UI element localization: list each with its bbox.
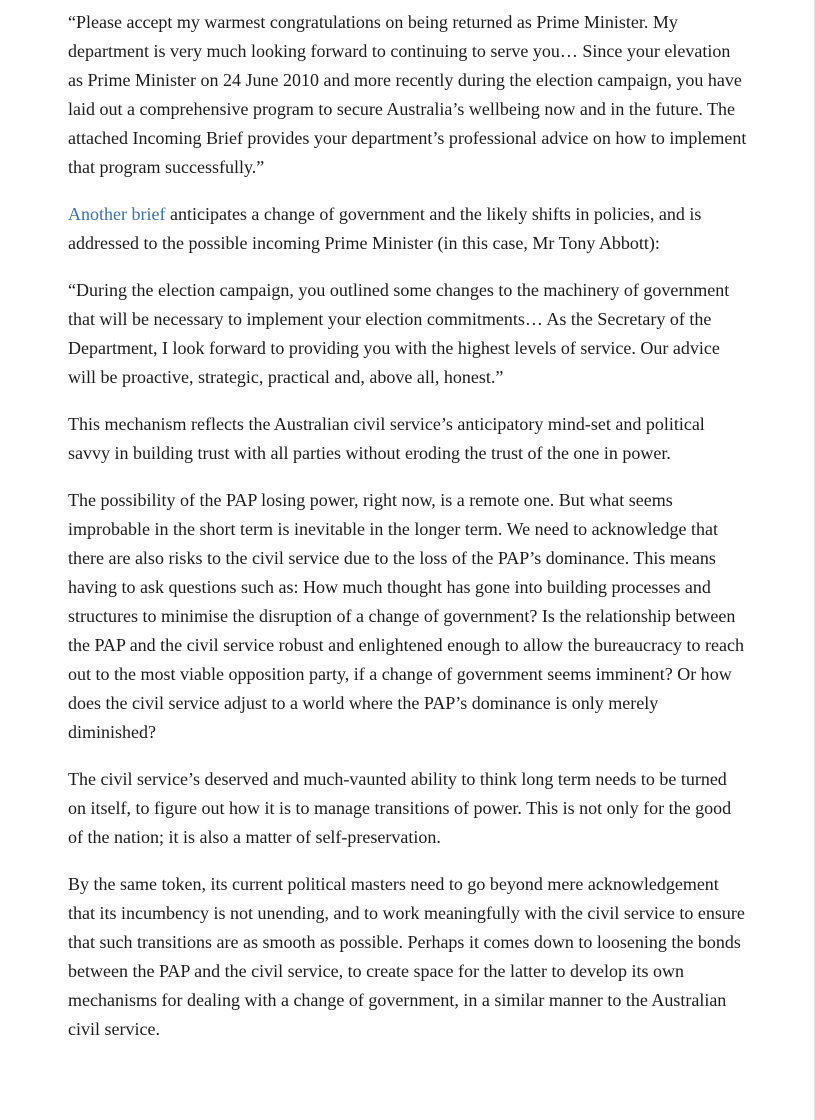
another-brief-link[interactable]: Another brief (68, 204, 166, 224)
article-body (68, 8, 748, 1062)
pap-losing-power-paragraph: The possibility of the PAP losing power, right now, is a remote one. But what seems improbable in the short term is inevitable in the longer term. We need to acknowledge that there are also risks to the civil service due to the loss of the PAP’s dominance. This means having to ask questions such as: How much thought has gone into building processes and structures to minimise the disruption of a change of government? Is the relationship between the PAP and the civil service robust and enlightened enough to allow the bureaucracy to reach out to the most viable opposition party, if a change of government seems imminent? Or how does the civil service adjust to a world where the PAP’s dominance is only merely diminished? (68, 490, 744, 742)
quote-paragraph-incoming-pm: “Please accept my warmest congratulations on being returned as Prime Minister. My department is very much looking forward to continuing to serve you… Since your elevation as Prime Minister on 24 June 2010 and more recently during the election campaign, you have laid out a comprehensive program to secure Australia’s wellbeing now and in the future. The attached Incoming Brief provides your department’s professional advice on how to implement that program successfully.” (68, 12, 747, 177)
another-brief-text: anticipates a change of government and the likely shifts in policies, and is addressed to the possible incoming Prime Minister (in this case, Mr Tony Abbott): (68, 204, 702, 253)
quote-paragraph-opposition: “During the election campaign, you outlined some changes to the machinery of government that will be necessary to implement your election commitments… As the Secretary of the Department, I look forward to providing you with the highest levels of service. Our advice will be proactive, strategic, practical and, above all, honest.” (68, 280, 730, 387)
long-term-thinking-paragraph: The civil service’s deserved and much-vaunted ability to think long term needs to be turned on itself, to figure out how it is to manage transitions of power. This is not only for the good of the nation; it is also a matter of self-preservation. (68, 769, 732, 847)
another-brief-paragraph (68, 200, 748, 258)
mechanism-paragraph: This mechanism reflects the Australian civil service’s anticipatory mind-set and political savvy in building trust with all parties without eroding the trust of the one in power. (68, 414, 705, 463)
political-masters-paragraph: By the same token, its current political masters need to go beyond mere acknowledgement that its incumbency is not unending, and to work meaningfully with the civil service to ensure that such transitions are as smooth as possible. Perhaps it comes down to loosening the bonds between the PAP and the civil service, to create space for the latter to develop its own mechanisms for dealing with a change of government, in a similar manner to the Australian civil service. (68, 874, 745, 1039)
